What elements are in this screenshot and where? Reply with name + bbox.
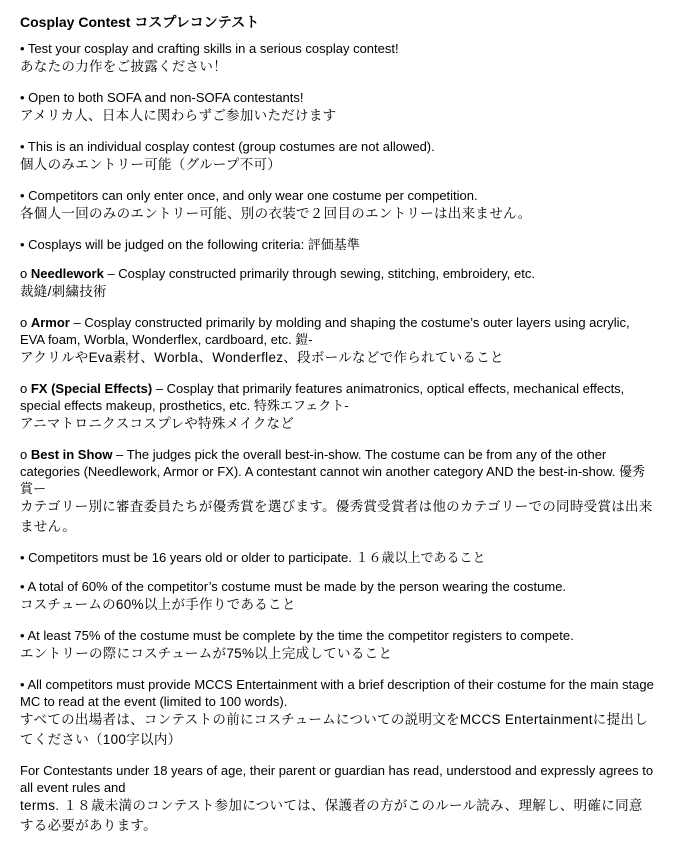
list-item [20,187,655,224]
criteria-prefix: o [20,315,31,330]
criteria-name: Best in Show [30,447,113,462]
item-text-en: • This is an individual cosplay contest (group costumes are not allowed). [20,139,435,154]
item-text-en: • Open to both SOFA and non-SOFA contestants! [20,90,304,105]
criteria-description: – The judges pick the overall best-in-show. The costume can be from any of the other categories (Needlework, Armor or FX). A contestant cannot win another category AND the best-in-show. 優秀賞ー [20,447,646,496]
item-text-en: • Test your cosplay and crafting skills in a serious cosplay contest! [20,41,399,56]
criteria-text-en [20,314,655,348]
item-text-jp: あなたの力作をご披露ください！ [20,59,227,74]
criteria-text-en [20,380,655,414]
list-item [20,89,655,126]
rule-item-handmade [20,578,655,615]
rule-item-description [20,676,655,750]
criteria-text-en [20,446,655,497]
criteria-prefix: o [20,447,31,462]
list-item [20,138,655,175]
criteria-description: – Cosplay constructed primarily by molding and shaping the costume’s outer layers using acrylic, EVA foam, Worbla, Wonderflex, cardboard, etc. 鎧- [20,315,630,347]
item-text-en: • Cosplays will be judged on the following criteria: 評価基準 [20,237,360,252]
criteria-item-best-in-show [20,446,655,537]
rule-text-jp: エントリーの際にコスチュームが75%以上完成していること [20,646,393,661]
item-text-jp: 個人のみエントリー可能（グループ不可） [20,157,282,172]
rule-text-en: • A total of 60% of the competitor’s costume must be made by the person wearing the costume. [20,579,567,594]
criteria-prefix: o [20,381,31,396]
closing-paragraph [20,762,655,836]
rule-item-age [20,549,655,566]
rule-text-en: • Competitors must be 16 years old or older to participate. １６歳以上であること [20,550,486,565]
item-text-jp: 各個人一回のみのエントリー可能、別の衣装で２回目のエントリーは出来ません。 [20,206,532,221]
criteria-prefix: o [20,266,31,281]
page-title: Cosplay Contest コスプレコンテスト [20,14,260,30]
closing-text-en: For Contestants under 18 years of age, their parent or guardian has read, understood and expressly agrees to all event rules and [20,763,654,795]
criteria-name: FX (Special Effects) [30,381,153,396]
closing-text-jp: terms. １８歳未満のコンテスト参加については、保護者の方がこのルール読み、理解し、明確に同意する必要があります。 [20,798,643,833]
rule-text-jp: コスチュームの60%以上が手作りであること [20,597,296,612]
criteria-text-jp: アニマトロニクスコスプレや特殊メイクなど [20,416,295,431]
list-item [20,236,655,253]
criteria-text-jp: カテゴリー別に審査委員たちが優秀賞を選びます。優秀賞受賞者は他のカテゴリーでの同時受賞は出来ません。 [20,499,653,534]
criteria-item-armor [20,314,655,368]
criteria-item-needlework [20,265,655,302]
criteria-text-jp: 裁縫/刺繍技術 [20,284,107,299]
item-text-en: • Competitors can only enter once, and only wear one costume per competition. [20,188,478,203]
rule-item-completion [20,627,655,664]
criteria-name: Needlework [30,266,104,281]
rule-text-jp: すべての出場者は、コンテストの前にコスチュームについての説明文をMCCS Entertainmentに提出してください（100字以内） [20,712,648,747]
criteria-description: – Cosplay that primarily features animatronics, optical effects, mechanical effects, special effects makeup, prosthetics, etc. 特殊エフェクト- [20,381,625,413]
list-item [20,40,655,77]
criteria-text-en [20,265,655,282]
criteria-description: – Cosplay constructed primarily through sewing, stitching, embroidery, etc. [103,266,535,281]
rule-text-en: • At least 75% of the costume must be complete by the time the competitor registers to compete. [20,628,574,643]
rule-text-en: • All competitors must provide MCCS Entertainment with a brief description of their costume for the main stage MC to read at the event (limited to 100 words). [20,677,654,709]
criteria-text-jp: アクリルやEva素材、Worbla、Wonderflez、段ボールなどで作られていること [20,350,504,365]
item-text-jp: アメリカ人、日本人に関わらずご参加いただけます [20,108,337,123]
criteria-name: Armor [30,315,70,330]
criteria-item-fx [20,380,655,434]
